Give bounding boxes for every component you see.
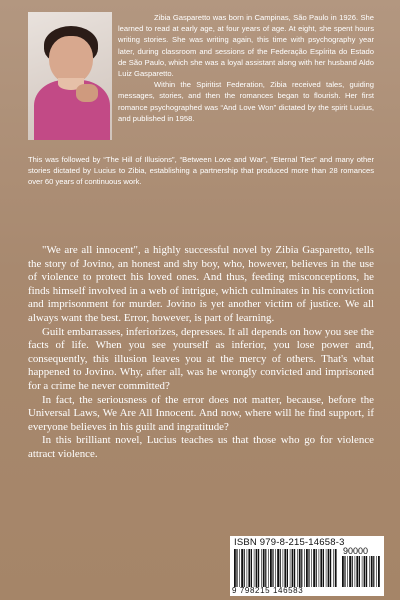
- isbn-barcode: [230, 536, 384, 596]
- author-face: [49, 36, 93, 84]
- bio-paragraph-2-start: Within the Spiritist Federation, Zibia received tales, guiding messages, stories, and then the romances began to flourish. Her first romance psychographed was “And Love Won” dictated by the spirit Lucius, and published in 1958.: [118, 80, 374, 123]
- author-photo: [28, 12, 112, 140]
- barcode-addon-bars: [342, 556, 380, 587]
- book-synopsis: [28, 244, 374, 462]
- isbn-label: ISBN 979-8-215-14658-3: [234, 537, 345, 548]
- author-bio: [118, 12, 374, 124]
- barcode-digits: 9 798215 146583: [232, 586, 304, 595]
- bio-paragraph-1: Zibia Gasparetto was born in Campinas, São Paulo in 1926. She learned to read at early age, at four years of age. At eight, she spent hours writing stories. She was writing again, this time with psychography year later, during classroom and sessions of the Federação Espírita do Estado de São Paulo, which she was a loyal assistant along with her husband Aldo Luiz Gasparetto.: [118, 13, 374, 79]
- synopsis-paragraph-2: Guilt embarrasses, inferiorizes, depresses. It all depends on how you see the facts of life. When you see yourself as inferior, you lose power and, consequently, this illusion leaves you at the mercy of others. That's what happened to Jovino. Why, after all, was he wrongly convicted and imprisoned for a crime he never committed?: [28, 325, 374, 392]
- barcode-main-bars: [234, 549, 338, 587]
- bio-paragraph-2-end: This was followed by “The Hill of Illusions”, “Between Love and War”, “Eternal Ties” and many other stories dictated by Lucius to Zibia, establishing a partnership that produced more than 28 romances over 60 years of continuous work.: [28, 155, 374, 187]
- synopsis-paragraph-1: "We are all innocent", a highly successful novel by Zibia Gasparetto, tells the story of Jovino, an honest and shy boy, who, however, believes in the use of violence to protect his loved ones. And thus, feeding misconceptions, he finds himself involved in a web of intrigue, which culminates in his conviction and imprisonment for murder. Jovino is yet another victim of justice. We all always want the best. Error, however, is part of learning.: [28, 244, 374, 324]
- author-hand: [76, 84, 98, 102]
- barcode-addon-number: 90000: [343, 546, 369, 556]
- synopsis-paragraph-4: In this brilliant novel, Lucius teaches us that those who go for violence attract violence.: [28, 434, 374, 460]
- synopsis-paragraph-3: In fact, the seriousness of the error does not matter, because, before the Universal Laws, We Are All Innocent. And now, where will he find support, if everyone believes in his guilt and ingratitude?: [28, 393, 374, 433]
